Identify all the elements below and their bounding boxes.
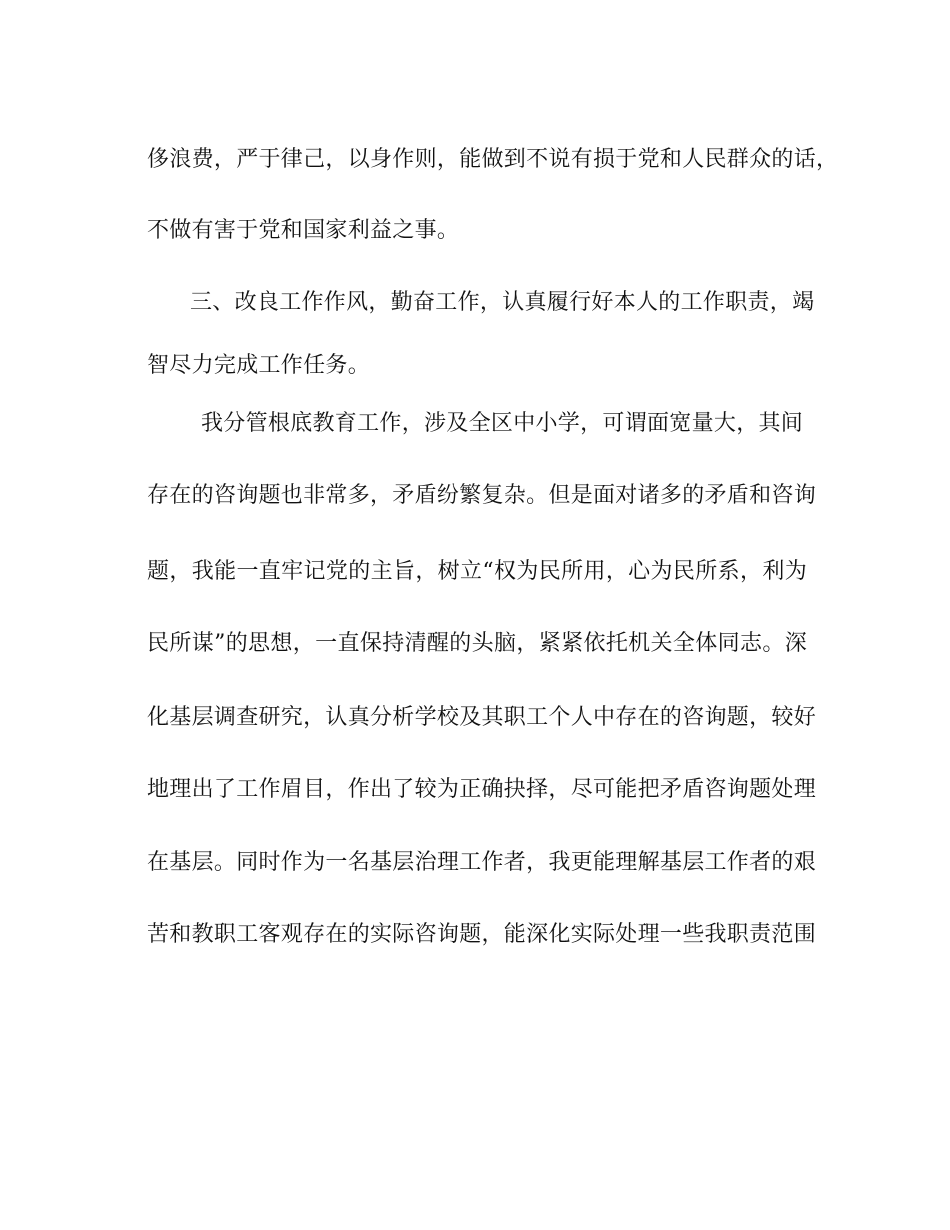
text-line-4: 智尽力完成工作任务。 [147, 353, 371, 378]
paragraph-start-line: 我分管根底教育工作，涉及全区中小学，可谓面宽量大，其间 [201, 411, 804, 436]
text-line-2: 不做有害于党和国家利益之事。 [147, 218, 460, 243]
text-line-12: 苦和教职工客观存在的实际咨询题，能深化实际处理一些我职责范围 [147, 922, 817, 947]
text-line-9: 化基层调查研究，认真分析学校及其职工个人中存在的咨询题，较好 [147, 705, 817, 730]
text-line-8: 民所谋”的思想，一直保持清醒的头脑，紧紧依托机关全体同志。深 [147, 631, 807, 656]
text-line-1: 侈浪费，严于律己，以身作则，能做到不说有损于党和人民群众的话， [147, 147, 839, 172]
text-line-11: 在基层。同时作为一名基层治理工作者，我更能理解基层工作者的艰 [147, 850, 817, 875]
text-line-7: 题，我能一直牢记党的主旨，树立“权为民所用，心为民所系，利为 [147, 559, 807, 584]
section-heading-3: 三、改良工作作风，勤奋工作，认真履行好本人的工作职责，竭 [190, 290, 815, 315]
text-line-6: 存在的咨询题也非常多，矛盾纷繁复杂。但是面对诸多的矛盾和咨询 [147, 483, 817, 508]
text-line-10: 地理出了工作眉目，作出了较为正确抉择，尽可能把矛盾咨询题处理 [147, 777, 817, 802]
